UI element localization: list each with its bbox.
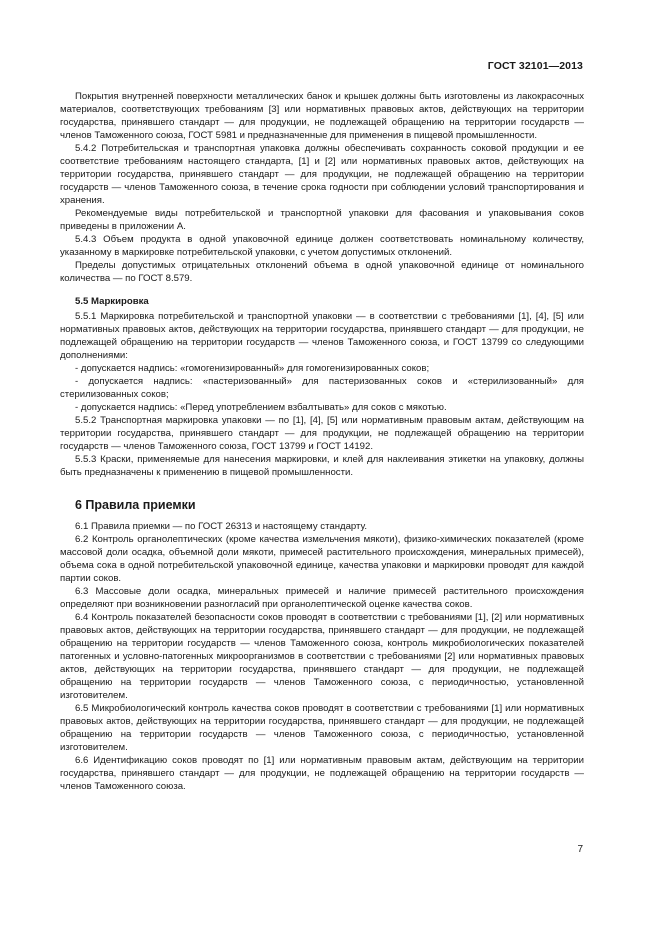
section-heading-marking: 5.5 Маркировка bbox=[75, 296, 149, 307]
list-item: - допускается надпись: «гомогенизированный» для гомогенизированных соков; bbox=[75, 363, 430, 374]
list-item: - допускается надпись: «пастеризованный» для пастеризованных соков и «стерилизованный» для стерилизованных соков; bbox=[60, 376, 584, 400]
paragraph: Покрытия внутренней поверхности металлических банок и крышек должны быть изготовлены из лакокрасочных материалов, соответствующих требованиям [3] или нормативных правовых актов, действующих на территории государства, принявшего стандарт — для продукции, не подлежащей обращению на территории государств — членов Таможенного союза, ГОСТ 5981 и предназначенные для применения в пищевой промышленности. bbox=[60, 91, 584, 141]
paragraph: 5.4.3 Объем продукта в одной упаковочной единице должен соответствовать номинальному количеству, указанному в маркировке потребительской упаковки, с учетом допустимых отклонений. bbox=[60, 234, 584, 258]
page-body bbox=[60, 90, 584, 793]
paragraph: 6.4 Контроль показателей безопасности соков проводят в соответствии с требованиями [1], [2] или нормативных правовых актов, действующих на территории государства, принявшего стандарт — для продукции, не подлежащей обращению на территории государств — членов Таможенного союза, контроль микробиологических показателей патогенных и условно-патогенных микроорганизмов в соответствии с требованиями [2] или нормативных правовых актов, действующих на территории государства, принявшего стандарт — для продукции, не подлежащей обращению на территории государств — членов Таможенного союза, с периодичностью, установленной изготовителем. bbox=[60, 612, 584, 701]
paragraph: 5.5.2 Транспортная маркировка упаковки — по [1], [4], [5] или нормативным правовым актам, действующим на территории государства, принявшего стандарт — для продукции, не подлежащей обращению на территории государств — членов Таможенного союза, ГОСТ 13799 и ГОСТ 14192. bbox=[60, 415, 584, 452]
paragraph: Пределы допустимых отрицательных отклонений объема в одной упаковочной единице от номинального количества — по ГОСТ 8.579. bbox=[60, 260, 584, 284]
paragraph: 5.5.3 Краски, применяемые для нанесения маркировки, и клей для наклеивания этикетки на упаковку, должны быть предназначены к применению в пищевой промышленности. bbox=[60, 454, 584, 478]
list-item: - допускается надпись: «Перед употреблением взбалтывать» для соков с мякотью. bbox=[75, 402, 447, 413]
section-heading-acceptance-rules: 6 Правила приемки bbox=[75, 498, 196, 512]
document-number-header: ГОСТ 32101—2013 bbox=[487, 60, 583, 72]
paragraph: 6.5 Микробиологический контроль качества соков проводят в соответствии с требованиями [1] или нормативных правовых актов, действующих на территории государства, принявшего стандарт — для продукции, не подлежащей обращению на территории государств — членов Таможенного союза, с периодичностью, установленной изготовителем. bbox=[60, 703, 584, 753]
paragraph: 5.5.1 Маркировка потребительской и транспортной упаковки — в соответствии с требованиями [1], [4], [5] или нормативных правовых актов, действующих на территории государства, принявшего стандарт — для продукции, не подлежащей обращению на территории государств — членов Таможенного союза, и ГОСТ 13799 со следующими дополнениями: bbox=[60, 311, 584, 361]
paragraph: 5.4.2 Потребительская и транспортная упаковка должны обеспечивать сохранность соковой продукции и ее соответствие требованиям настоящего стандарта, [1] и [2] или нормативных правовых актов, действующих на территории государства, принявшего стандарт — для продукции, не подлежащей обращению на территории государств — членов Таможенного союза, в течение срока годности при соблюдении условий транспортирования и хранения. bbox=[60, 143, 584, 206]
paragraph: Рекомендуемые виды потребительской и транспортной упаковки для фасования и упаковывания соков приведены в приложении А. bbox=[60, 208, 584, 232]
page-number: 7 bbox=[577, 844, 583, 855]
paragraph: 6.1 Правила приемки — по ГОСТ 26313 и настоящему стандарту. bbox=[75, 521, 368, 532]
paragraph: 6.3 Массовые доли осадка, минеральных примесей и наличие примесей растительного происхождения определяют при возникновении разногласий при органолептической оценке качества соков. bbox=[60, 586, 584, 610]
paragraph: 6.6 Идентификацию соков проводят по [1] или нормативным правовым актам, действующим на территории государства, принявшего стандарт — для продукции, не подлежащей обращению на территории государств — членов Таможенного союза. bbox=[60, 755, 584, 792]
paragraph: 6.2 Контроль органолептических (кроме качества измельчения мякоти), физико-химических показателей (кроме массовой доли осадка, объемной доли мякоти, примесей растительного происхождения, минеральных примесей), объема сока в одной потребительской упаковочной единице, качества упаковки и маркировки проводят для каждой партии соков. bbox=[60, 534, 584, 584]
